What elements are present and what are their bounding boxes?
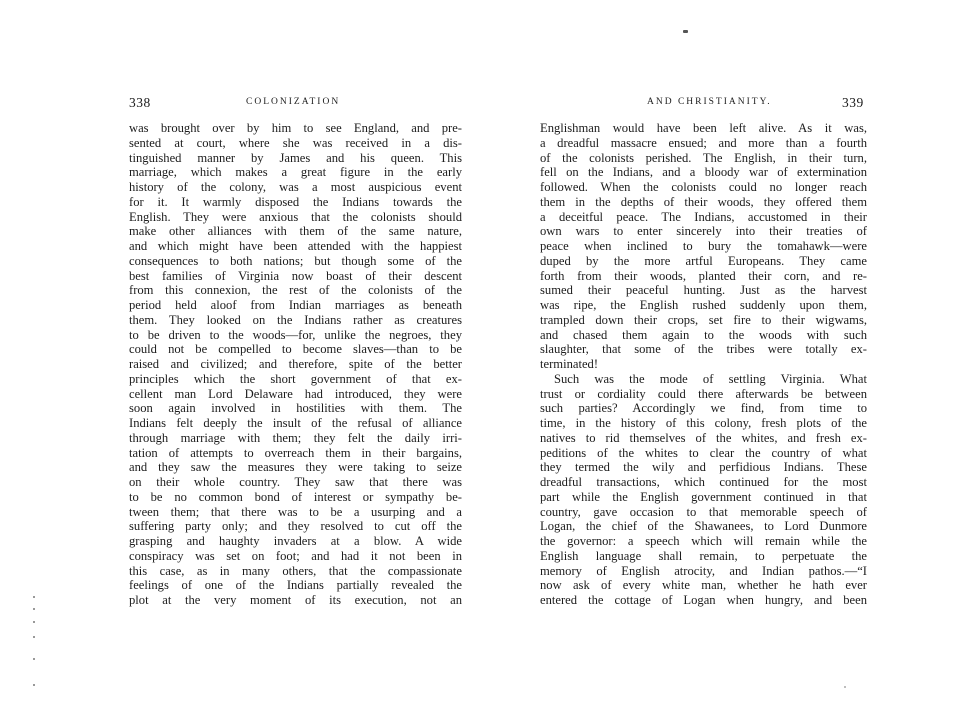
text-line: and which might have been attended with the happiest [129, 239, 462, 253]
text-line: trampled down their crops, set fire to their wigwams, [540, 312, 867, 327]
text-line: time, in the history of this colony, fresh plots of the [540, 416, 867, 430]
text-line: period held aloof from Indian marriages as beneath [129, 298, 462, 312]
left-page-header [0, 95, 490, 111]
text-line: soon again involved in hostilities with them. The [129, 401, 462, 416]
text-line: English. They were anxious that the colonists should [129, 209, 462, 224]
text-line: natives to rid themselves of the whites, and fresh ex- [540, 430, 867, 445]
margin-marks [33, 596, 35, 696]
text-line: grasping and haughty invaders at a blow. A wide [129, 534, 462, 548]
text-line: Indians felt deeply the insult of the refusal of alliance [129, 416, 462, 430]
ink-speck [683, 30, 688, 33]
text-line: now ask of every white man, whether he hath ever [540, 578, 867, 593]
text-line: Englishman would have been left alive. As it was, [540, 121, 867, 135]
text-line: country, gave occasion to that memorable speech of [540, 504, 867, 519]
text-line: dreadful transactions, which continued for the most [540, 475, 867, 489]
ink-speck [844, 686, 846, 688]
text-line: feelings of one of the Indians partially revealed the [129, 578, 462, 593]
text-line: through marriage with them; they felt the daily irri- [129, 430, 462, 445]
text-line: the governor: a speech which will remain while the [540, 534, 867, 548]
left-page-number: 338 [129, 95, 151, 110]
text-line: tween them; that there was to be a usurping and a [129, 504, 462, 519]
text-line: sented at court, where she was received in a dis- [129, 135, 462, 150]
text-line: fell on the Indians, and a bloody war of extermination [540, 165, 867, 180]
text-line: was brought over by him to see England, and pre- [129, 121, 462, 135]
text-line: a deceitful peace. The Indians, accustomed in their [540, 209, 867, 224]
text-line: and chased them again to the woods with such [540, 327, 867, 342]
text-line: to be driven to the woods—for, unlike the negroes, they [129, 327, 462, 342]
text-line: own wars to enter sincerely into their treaties of [540, 224, 867, 239]
text-line: cellent man Lord Delaware had introduced, they were [129, 386, 462, 401]
text-line: on their whole country. They saw that there was [129, 475, 462, 489]
text-line: followed. When the colonists could no longer reach [540, 180, 867, 194]
text-line: and they saw the measures they were taking to seize [129, 460, 462, 475]
left-running-head: COLONIZATION [246, 97, 341, 107]
text-line: slaughter, that some of the tribes were totally ex- [540, 342, 867, 357]
text-line: terminated! [540, 357, 599, 371]
text-line: duped by the more artful Europeans. They came [540, 253, 867, 268]
text-line: history of the colony, was a most auspicious event [129, 180, 462, 194]
text-line: peditions of the whites to clear the country of what [540, 445, 867, 460]
text-line: them in the depths of their woods, they offered them [540, 194, 867, 209]
right-page-number: 339 [842, 95, 864, 110]
text-line: entered the cottage of Logan when hungry, and been [540, 593, 867, 607]
text-line: consequences to both nations; but though some of the [129, 253, 462, 268]
text-line: raised and civilized; and therefore, spite of the better [129, 357, 462, 371]
text-line: sumed their peaceful hunting. Just as the harvest [540, 283, 867, 298]
right-running-head: AND CHRISTIANITY. [647, 97, 772, 107]
text-line: marriage, which makes a great figure in the early [129, 165, 462, 180]
text-line: best families of Virginia now boast of their descent [129, 268, 462, 283]
text-line: could not be compelled to become slaves—than to be [129, 342, 462, 357]
text-line: Such was the mode of settling Virginia. What [554, 371, 867, 386]
text-line: principles which the short government of that ex- [129, 371, 462, 386]
text-line: Logan, the chief of the Shawanees, to Lord Dunmore [540, 519, 867, 534]
text-line: of the colonists perished. The English, in their turn, [540, 150, 867, 165]
left-page-text [129, 121, 462, 608]
text-line: peace when inclined to bury the tomahawk—were [540, 239, 867, 253]
text-line: this case, as in many others, that the compassionate [129, 563, 462, 578]
text-line: tation of attempts to overreach them in their bargains, [129, 445, 462, 460]
text-line: tinguished manner by James and his queen. This [129, 150, 462, 165]
text-line: they termed the wily and perfidious Indians. These [540, 460, 867, 475]
text-line: forth from their woods, planted their corn, and re- [540, 268, 867, 283]
text-line: make other alliances with them of the same nature, [129, 224, 462, 239]
text-line: a dreadful massacre ensued; and more than a fourth [540, 135, 867, 150]
right-page [490, 0, 980, 725]
right-page-header [490, 95, 980, 111]
text-line: suffering party only; and they resolved to cut off the [129, 519, 462, 534]
text-line: part while the English government continued in that [540, 489, 867, 504]
text-line: for it. It warmly disposed the Indians towards the [129, 194, 462, 209]
text-line: English language shall remain, to perpetuate the [540, 548, 867, 563]
text-line: from this connexion, the rest of the colonists of the [129, 283, 462, 298]
text-line: memory of English atrocity, and Indian pathos.—“I [540, 563, 867, 578]
right-page-text [540, 121, 867, 608]
text-line: them. They looked on the Indians rather as creatures [129, 312, 462, 327]
text-line: conspiracy was set on foot; and had it not been in [129, 548, 462, 563]
text-line: to be no common bond of interest or sympathy be- [129, 489, 462, 504]
text-line: was ripe, the English rushed suddenly upon them, [540, 298, 867, 312]
text-line: such parties? Accordingly we find, from time to [540, 401, 867, 416]
text-line: trust or cordiality could there afterwards be between [540, 386, 867, 401]
text-line: plot at the very moment of its execution, not an [129, 593, 462, 607]
